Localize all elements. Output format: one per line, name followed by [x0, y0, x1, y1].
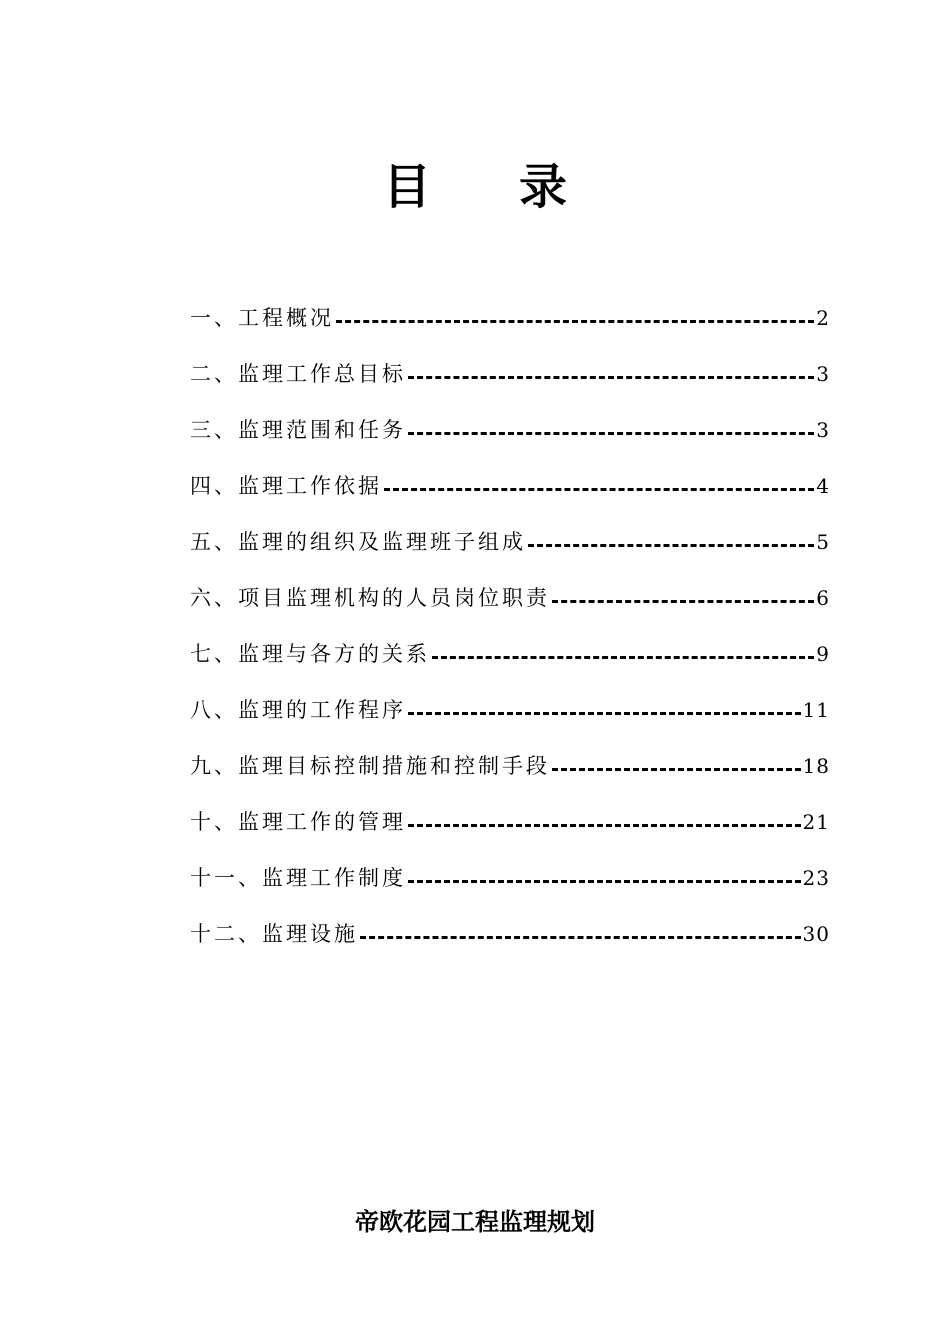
toc-entry[interactable] — [190, 784, 830, 840]
toc-entry-leader — [552, 600, 814, 603]
toc-entry[interactable] — [190, 504, 830, 560]
toc-entry-leader — [384, 488, 814, 491]
toc-entry-leader — [408, 824, 801, 827]
toc-entry[interactable] — [190, 616, 830, 672]
toc-entry[interactable] — [190, 280, 830, 336]
toc-entry-leader — [408, 880, 801, 883]
toc-entry-label: 十二、监理设施 — [190, 922, 358, 946]
toc-entry-label: 二、监理工作总目标 — [190, 362, 406, 386]
toc-entry[interactable] — [190, 672, 830, 728]
toc-entry-label: 十一、监理工作制度 — [190, 866, 406, 890]
toc-entry-leader — [528, 544, 814, 547]
toc-heading-char-2: 录 — [519, 159, 568, 215]
toc-entry-page: 6 — [816, 586, 830, 610]
toc-entry-label: 一、工程概况 — [190, 306, 334, 330]
toc-entry-leader — [408, 432, 814, 435]
toc-entry-label: 十、监理工作的管理 — [190, 810, 406, 834]
toc-entry[interactable] — [190, 728, 830, 784]
toc-entry-page: 30 — [802, 922, 830, 946]
toc-entry[interactable] — [190, 896, 830, 952]
toc-entry[interactable] — [190, 448, 830, 504]
toc-entry-page: 3 — [816, 362, 830, 386]
toc-entry-page: 11 — [802, 698, 830, 722]
toc-entry-label: 八、监理的工作程序 — [190, 698, 406, 722]
toc-entry-leader — [408, 376, 814, 379]
toc-entry[interactable] — [190, 840, 830, 896]
toc-entry-leader — [552, 768, 801, 771]
toc-entry-leader — [432, 656, 814, 659]
project-title: 帝欧花园工程监理规划 — [355, 1207, 595, 1236]
toc-entry-leader — [336, 320, 814, 323]
toc-entry-leader — [360, 936, 801, 939]
toc-entry-page: 21 — [802, 810, 830, 834]
toc-entry-leader — [408, 712, 801, 715]
toc-entry-label: 七、监理与各方的关系 — [190, 642, 430, 666]
toc-entry-label: 五、监理的组织及监理班子组成 — [190, 530, 526, 554]
toc-list — [190, 280, 830, 952]
toc-entry-label: 六、项目监理机构的人员岗位职责 — [190, 586, 550, 610]
toc-entry[interactable] — [190, 560, 830, 616]
toc-entry-label: 四、监理工作依据 — [190, 474, 382, 498]
toc-entry-label: 三、监理范围和任务 — [190, 418, 406, 442]
toc-entry-page: 5 — [816, 530, 830, 554]
toc-entry-page: 2 — [816, 306, 830, 330]
toc-heading — [0, 152, 950, 222]
toc-entry-page: 23 — [802, 866, 830, 890]
toc-entry-page: 9 — [816, 642, 830, 666]
toc-entry-page: 3 — [816, 418, 830, 442]
toc-entry-label: 九、监理目标控制措施和控制手段 — [190, 754, 550, 778]
toc-entry-page: 4 — [816, 474, 830, 498]
toc-entry-page: 18 — [802, 754, 830, 778]
toc-entry[interactable] — [190, 336, 830, 392]
toc-entry[interactable] — [190, 392, 830, 448]
toc-heading-char-1: 目 — [382, 159, 431, 215]
